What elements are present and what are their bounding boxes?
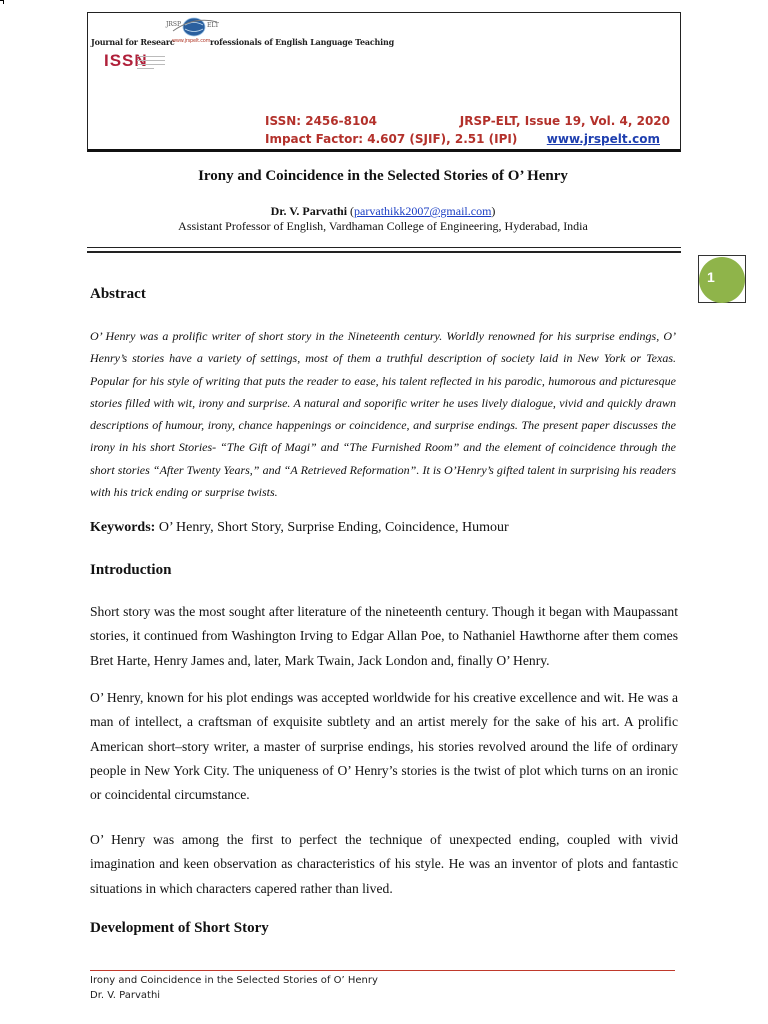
paper-title: Irony and Coincidence in the Selected Stories of O’ Henry [198,168,568,184]
page-corner-mark [0,0,4,4]
logo-text-right: ELT [207,22,219,29]
keywords-line [90,520,676,536]
author-email-link[interactable]: parvathikk2007@gmail.com [354,204,492,218]
footer-title: Irony and Coincidence in the Selected Stories of O’ Henry [90,975,378,986]
page-number-badge [698,255,746,303]
footer-divider [90,970,675,971]
journal-name-right: rofessionals of English Language Teaching [210,37,394,47]
author-line [87,204,679,219]
intro-paragraph: O’ Henry, known for his plot endings was accepted worldwide for his creative excellence and wit. He was a man of intellect, a craftsman of exquisite subtlety and an artist merely for the sake of his art. A prolific American short–story writer, a master of surprise endings, his stories revolved around the life of ordinary people in New York City. The uniqueness of O’ Henry’s stories is the twist of plot which turns on an ironic or coincidental circumstance. [90,690,678,803]
journal-website-link[interactable]: www.jrspelt.com [546,132,660,146]
issn-number: ISSN: 2456-8104 [265,114,378,128]
impact-factor: Impact Factor: 4.607 (SJIF), 2.51 (IPI) [265,132,518,146]
page-number-circle [699,257,745,303]
title-divider [87,247,681,253]
intro-paragraph: Short story was the most sought after literature of the nineteenth century. Though it began with Maupassant stories, it continued from Washington Irving to Edgar Allan Poe, to Nathaniel Hawthorne after them comes Bret Harte, Henry James and, later, Mark Twain, Jack London and, finally O’ Henry. [90,604,678,668]
issn-logo-fineprint [137,53,165,69]
journal-url-small: www.jrspelt.com [172,38,211,44]
logo-text-left: JRSP [166,21,182,28]
author-paren-close: ) [491,204,496,218]
issn-logo-text: ISSN [104,51,148,70]
keywords-label: Keywords: [90,520,156,535]
journal-header [87,12,681,152]
journal-name-left: Journal for Researc [91,37,175,47]
introduction-heading: Introduction [90,562,172,578]
intro-paragraph: O’ Henry was among the first to perfect the technique of unexpected ending, coupled with vivid imagination and keen observation as characteristics of his style. He was an inventor of plots and fantastic situations in which characters capered rather than lived. [90,832,678,896]
author-name: Dr. V. Parvathi [270,204,348,218]
development-heading: Development of Short Story [90,920,269,936]
abstract-heading: Abstract [90,286,146,302]
issue-info: JRSP-ELT, Issue 19, Vol. 4, 2020 [459,114,670,128]
page-number: 1 [707,269,715,285]
issn-logo [104,51,164,71]
author-paren-open: ( [347,204,355,218]
abstract-text: O’ Henry was a prolific writer of short story in the Nineteenth century. Worldly renowned for his surprise endings, O’ Henry’s stories have a variety of settings, most of them a truthful description of society laid in New York or Texas. Popular for his style of writing that puts the reader to ease, his talent reflected in his parodic, humorous and picturesque stories filled with wit, irony and surprise. A natural and soporific writer he uses lively dialogue, vivid and quickly drawn descriptions of humour, irony, chance happenings or coincidence, and surprise endings. The present paper discusses the irony in his short Stories- “The Gift of Magi” and “The Furnished Room” and the element of coincidence through the short stories “After Twenty Years,” and “A Retrieved Reformation”. It is O’Henry’s gifted talent in surprising his readers with his trick ending or surprise twists. [90,329,676,500]
author-affiliation: Assistant Professor of English, Vardhaman College of Engineering, Hyderabad, India [178,219,588,233]
keywords-values: O’ Henry, Short Story, Surprise Ending, Coincidence, Humour [155,520,509,535]
footer-author: Dr. V. Parvathi [90,990,161,1001]
